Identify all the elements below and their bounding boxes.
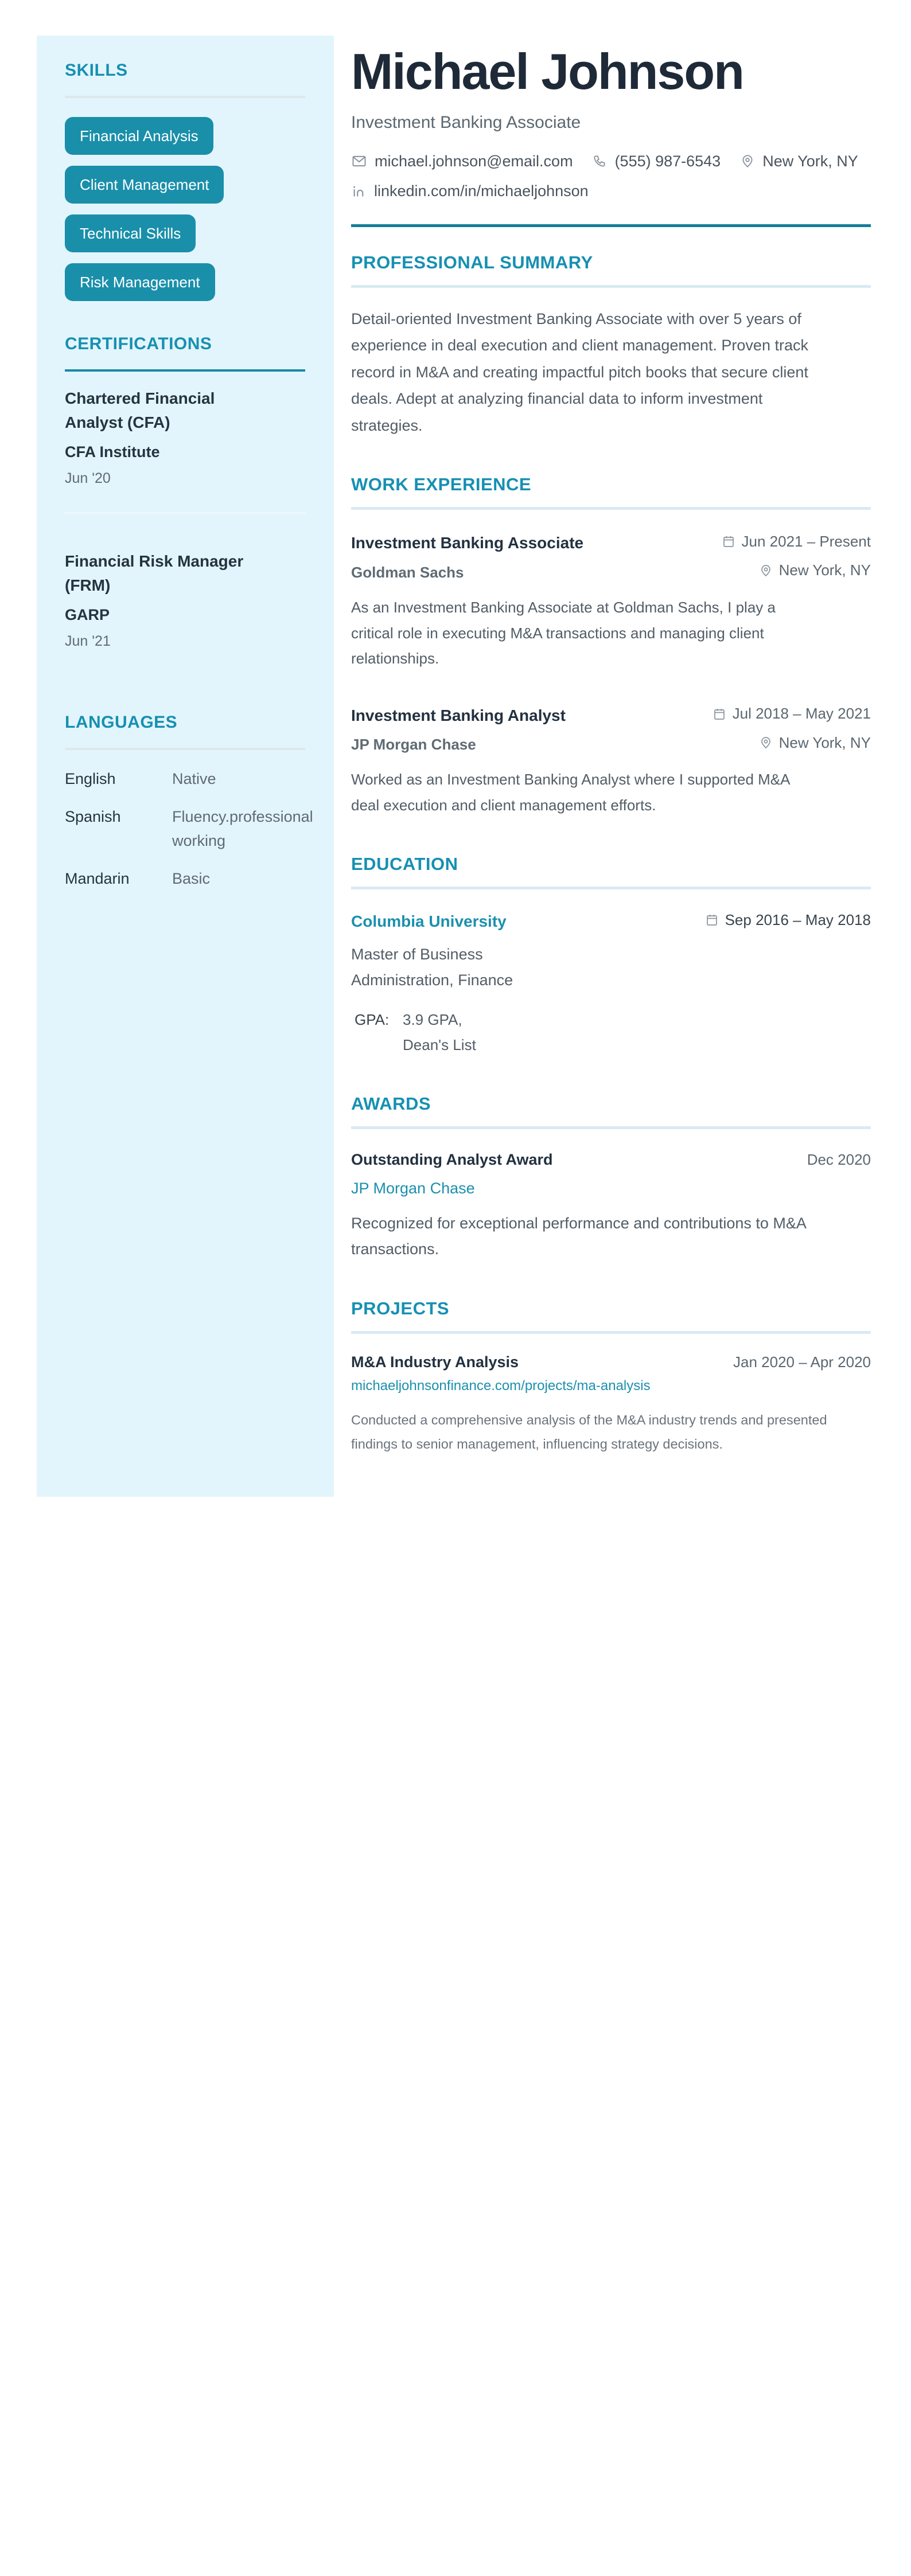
contact-phone (593, 153, 721, 170)
contact-email-text: michael.johnson@email.com (375, 152, 573, 170)
phone-icon (593, 154, 608, 169)
job-location-text: New York, NY (778, 561, 871, 579)
languages-section (65, 713, 313, 891)
award-head-row (351, 1151, 871, 1169)
job-dates-text: Jun 2021 – Present (741, 532, 871, 550)
language-row (65, 867, 305, 891)
gpa-note: Dean's List (403, 1036, 476, 1054)
education-head-row (351, 911, 871, 931)
linkedin-icon (351, 184, 367, 199)
job-description: As an Investment Banking Associate at Goldman Sachs, I play a critical role in executing M&A transactions and managing client relationships. (351, 598, 776, 668)
skill-chip: Technical Skills (65, 214, 196, 252)
education-dates (705, 911, 871, 929)
summary-underline (351, 285, 871, 288)
job-dates (722, 533, 871, 551)
certifications-section (65, 334, 305, 650)
gpa-label: GPA: (355, 1011, 390, 1029)
gpa-row (351, 1007, 871, 1057)
contact-phone-text: (555) 987-6543 (614, 152, 721, 170)
main-content (351, 36, 871, 1470)
certifications-underline (65, 369, 305, 372)
award-name: Outstanding Analyst Award (351, 1150, 553, 1168)
certification-item (65, 387, 305, 487)
education-underline (351, 887, 871, 889)
job-dates (713, 705, 871, 723)
project-dates: Jan 2020 – Apr 2020 (733, 1353, 871, 1371)
languages-table (65, 767, 313, 891)
job-entry (351, 705, 871, 818)
skills-title: SKILLS (65, 61, 128, 80)
awards-title: AWARDS (351, 1093, 431, 1114)
contact-row (351, 182, 871, 200)
award-entry (351, 1151, 871, 1263)
contact-email[interactable] (351, 153, 573, 170)
job-company: Goldman Sachs (351, 563, 464, 581)
summary-title: PROFESSIONAL SUMMARY (351, 252, 593, 272)
education-school: Columbia University (351, 912, 507, 931)
candidate-name: Michael Johnson (351, 43, 743, 100)
header-divider (351, 224, 871, 227)
summary-text: Detail-oriented Investment Banking Associate with over 5 years of experience in deal execution and client management. Proven track record in M&A and creating impactful pitch books that secure client deals. Adept at analyzing financial data to inform investment strategies. (351, 310, 808, 434)
projects-underline (351, 1331, 871, 1334)
job-head-row (351, 533, 871, 553)
email-icon (351, 153, 367, 169)
job-location (759, 734, 871, 752)
certification-issuer: GARP (65, 606, 110, 623)
calendar-icon (713, 707, 726, 721)
certification-date: Jun '21 (65, 633, 111, 649)
language-name: English (65, 770, 116, 787)
job-head-row (351, 705, 871, 725)
language-row (65, 805, 313, 853)
skills-chip-list (65, 117, 305, 301)
experience-underline (351, 507, 871, 510)
location-pin-icon (759, 564, 773, 577)
education-section (351, 854, 871, 1058)
experience-title: WORK EXPERIENCE (351, 474, 532, 494)
language-level: Basic (172, 869, 211, 887)
job-location-text: New York, NY (778, 733, 871, 751)
awards-underline (351, 1126, 871, 1129)
gpa-value: 3.9 GPA, (403, 1011, 462, 1029)
contact-location-text: New York, NY (762, 152, 858, 170)
skill-chip: Client Management (65, 166, 224, 204)
job-company: JP Morgan Chase (351, 736, 476, 754)
skill-chip: Risk Management (65, 263, 215, 301)
job-dates-text: Jul 2018 – May 2021 (732, 705, 871, 723)
projects-section (351, 1298, 871, 1457)
project-link[interactable]: michaeljohnsonfinance.com/projects/ma-analysis (351, 1378, 651, 1394)
language-row (65, 767, 305, 791)
projects-title: PROJECTS (351, 1298, 450, 1319)
job-role: Investment Banking Associate (351, 534, 584, 552)
award-date: Dec 2020 (807, 1150, 871, 1168)
candidate-headline: Investment Banking Associate (351, 112, 581, 132)
languages-underline (65, 748, 305, 750)
education-degree: Master of Business Administration, Finance (351, 946, 513, 989)
job-role: Investment Banking Analyst (351, 706, 566, 724)
awards-section (351, 1094, 871, 1263)
job-location (759, 561, 871, 579)
skills-underline (65, 96, 305, 98)
certification-issuer: CFA Institute (65, 443, 160, 460)
languages-title: LANGUAGES (65, 713, 178, 732)
project-head-row (351, 1353, 871, 1371)
calendar-icon (705, 913, 719, 927)
calendar-icon (722, 534, 735, 548)
gpa-values (403, 1007, 476, 1057)
contact-linkedin-text: linkedin.com/in/michaeljohnson (374, 182, 589, 200)
contact-location (740, 153, 858, 170)
certification-item (65, 549, 305, 650)
project-description: Conducted a comprehensive analysis of the M&A industry trends and presented findings to senior management, influencing strategy decisions. (351, 1412, 827, 1452)
certification-divider (65, 512, 305, 514)
education-title: EDUCATION (351, 853, 458, 874)
job-sub-row (351, 734, 871, 754)
job-sub-row (351, 561, 871, 581)
language-level: Fluency.professional working (172, 807, 313, 849)
certifications-title: CERTIFICATIONS (65, 334, 212, 353)
location-pin-icon (740, 154, 755, 169)
project-name: M&A Industry Analysis (351, 1353, 519, 1371)
certification-name: Financial Risk Manager (FRM) (65, 552, 244, 594)
skill-chip: Financial Analysis (65, 117, 213, 155)
skills-section (65, 61, 305, 301)
job-entry (351, 533, 871, 672)
summary-section (351, 252, 871, 439)
language-level: Native (172, 770, 216, 787)
sidebar (37, 36, 334, 1497)
project-entry (351, 1353, 871, 1457)
job-description: Worked as an Investment Banking Analyst where I supported M&A deal execution and client management efforts. (351, 771, 790, 814)
award-description: Recognized for exceptional performance and contributions to M&A transactions. (351, 1214, 806, 1258)
certification-date: Jun '20 (65, 470, 111, 486)
award-issuer: JP Morgan Chase (351, 1179, 475, 1197)
certification-name: Chartered Financial Analyst (CFA) (65, 389, 215, 431)
experience-section (351, 474, 871, 818)
education-entry (351, 911, 871, 1058)
language-name: Mandarin (65, 869, 130, 887)
contact-linkedin[interactable] (351, 182, 589, 200)
education-dates-text: Sep 2016 – May 2018 (725, 911, 871, 928)
language-name: Spanish (65, 807, 121, 825)
contact-row (351, 153, 871, 170)
location-pin-icon (759, 736, 773, 750)
